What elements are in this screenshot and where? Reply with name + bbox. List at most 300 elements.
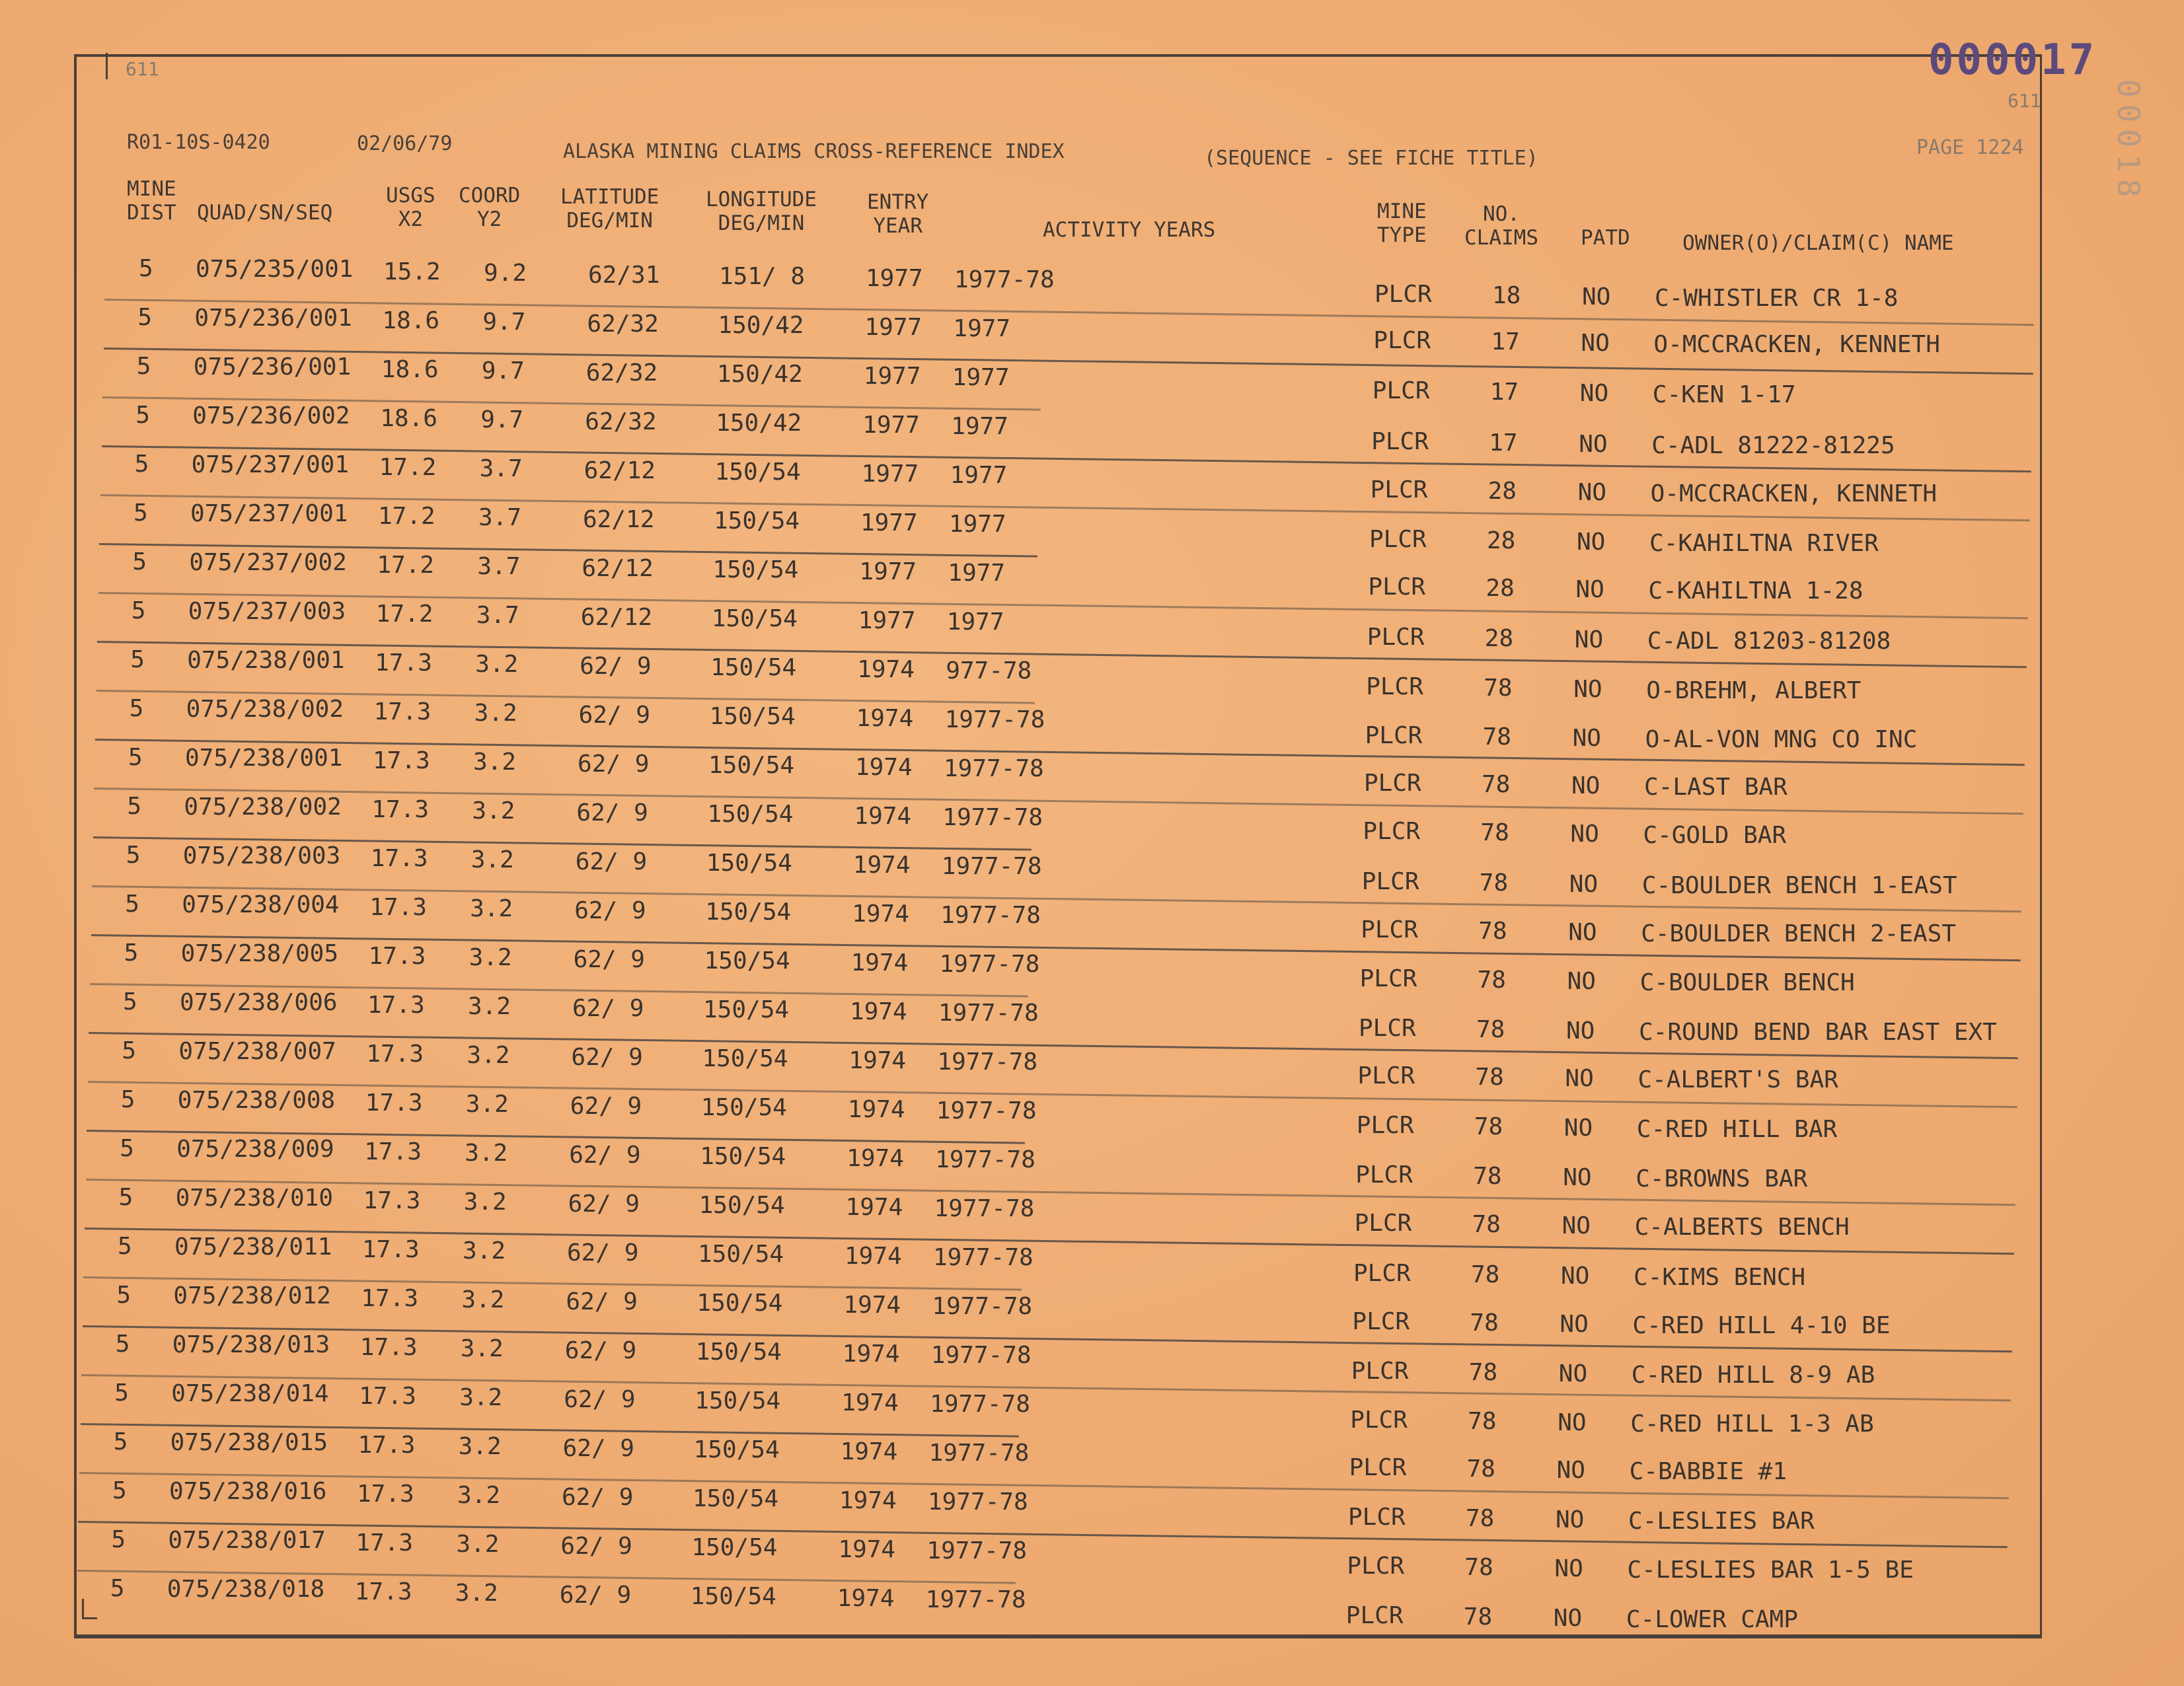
table-row (0, 842, 2184, 899)
row-usgs-x2: 17.3 (362, 1236, 420, 1264)
row-coord-y2: 9.7 (481, 357, 525, 385)
row-owner-claim-name: C-BROWNS BAR (1636, 1165, 1808, 1192)
row-no-claims: 78 (1466, 1455, 1495, 1483)
frame-tick-mark (106, 53, 108, 79)
row-mine-dist: 5 (120, 1086, 135, 1114)
row-longitude: 150/54 (700, 1143, 786, 1171)
row-latitude: 62/ 9 (578, 750, 650, 778)
row-patd: NO (1582, 283, 1611, 311)
row-owner-claim-name: O-MCCRACKEN, KENNETH (1650, 480, 1938, 507)
row-mine-type: PLCR (1371, 427, 1429, 455)
row-activity-years: 1977 (953, 315, 1011, 343)
row-patd: NO (1577, 529, 1606, 556)
row-coord-y2: 3.2 (475, 651, 519, 678)
row-no-claims: 78 (1473, 1163, 1502, 1191)
row-activity-years: 1977-78 (932, 1293, 1033, 1321)
report-id: R01-10S-0420 (127, 131, 270, 154)
col-owner-name: OWNER(O)/CLAIM(C) NAME (1682, 231, 1954, 255)
row-mine-type: PLCR (1369, 525, 1427, 553)
row-coord-y2: 3.2 (474, 700, 517, 727)
row-latitude: 62/32 (585, 408, 657, 435)
row-entry-year: 1974 (854, 803, 912, 830)
row-quad-sn-seq: 075/238/014 (171, 1380, 329, 1408)
row-owner-claim-name: O-MCCRACKEN, KENNETH (1653, 330, 1940, 358)
row-entry-year: 1977 (866, 265, 923, 293)
row-entry-year: 1974 (837, 1585, 895, 1613)
row-mine-dist: 5 (135, 402, 150, 429)
row-mine-type: PLCR (1349, 1453, 1407, 1481)
row-coord-y2: 3.7 (476, 602, 519, 630)
row-quad-sn-seq: 075/238/005 (180, 940, 339, 968)
row-coord-y2: 3.2 (456, 1531, 500, 1558)
col-coord-y2: COORD Y2 (459, 184, 521, 231)
row-coord-y2: 3.2 (470, 895, 513, 923)
row-activity-years: 1977-78 (934, 1195, 1035, 1223)
table-row (0, 988, 2184, 1046)
row-quad-sn-seq: 075/238/015 (170, 1429, 328, 1457)
row-latitude: 62/12 (580, 603, 653, 631)
row-no-claims: 78 (1480, 819, 1509, 847)
row-entry-year: 1977 (860, 509, 918, 537)
row-owner-claim-name: C-BOULDER BENCH (1639, 969, 1855, 996)
row-patd: NO (1554, 1555, 1583, 1583)
row-patd: NO (1579, 380, 1609, 408)
row-mine-type: PLCR (1368, 573, 1426, 601)
row-usgs-x2: 17.3 (357, 1481, 414, 1508)
row-owner-claim-name: C-ROUND BEND BAR EAST EXT (1639, 1018, 1997, 1046)
row-activity-years: 1977-78 (944, 755, 1044, 783)
row-owner-claim-name: C-BABBIE #1 (1629, 1457, 1788, 1485)
row-usgs-x2: 17.3 (373, 698, 432, 726)
fiche-number-right: 611 (2008, 90, 2041, 112)
row-activity-years: 1977-78 (928, 1440, 1030, 1467)
row-owner-claim-name: C-RED HILL 8-9 AB (1631, 1361, 1875, 1389)
row-latitude: 62/ 9 (573, 945, 645, 973)
row-no-claims: 17 (1489, 379, 1519, 406)
row-latitude: 62/32 (587, 310, 659, 338)
row-no-claims: 78 (1484, 675, 1513, 702)
row-no-claims: 78 (1472, 1211, 1501, 1239)
table-row (0, 402, 2184, 459)
col-entry-year: ENTRY YEAR (867, 190, 929, 238)
row-mine-dist: 5 (129, 695, 144, 723)
row-coord-y2: 3.2 (467, 1042, 510, 1070)
row-coord-y2: 3.2 (457, 1482, 501, 1510)
row-activity-years: 1977-78 (930, 1342, 1032, 1370)
row-no-claims: 78 (1464, 1554, 1493, 1582)
row-patd: NO (1563, 1164, 1592, 1192)
row-no-claims: 28 (1487, 478, 1517, 505)
row-quad-sn-seq: 075/238/013 (172, 1331, 330, 1359)
row-entry-year: 1974 (850, 998, 907, 1026)
row-entry-year: 1977 (861, 460, 919, 488)
row-coord-y2: 3.7 (477, 553, 521, 581)
row-patd: NO (1560, 1311, 1589, 1338)
row-owner-claim-name: C-LAST BAR (1644, 773, 1788, 801)
row-coord-y2: 3.2 (472, 797, 515, 825)
row-mine-type: PLCR (1363, 817, 1421, 845)
row-quad-sn-seq: 075/237/001 (191, 451, 350, 479)
row-longitude: 150/54 (711, 605, 798, 633)
row-usgs-x2: 17.3 (366, 1041, 424, 1068)
row-quad-sn-seq: 075/238/018 (167, 1576, 325, 1603)
row-activity-years: 1977-78 (938, 1000, 1039, 1027)
row-usgs-x2: 17.3 (369, 894, 427, 922)
row-usgs-x2: 17.2 (378, 503, 435, 531)
row-quad-sn-seq: 075/236/001 (193, 353, 352, 381)
row-activity-years: 1977-78 (933, 1244, 1034, 1272)
row-mine-dist: 5 (111, 1526, 126, 1554)
row-patd: NO (1558, 1360, 1588, 1388)
row-entry-year: 1974 (857, 656, 915, 684)
row-mine-dist: 5 (123, 988, 137, 1016)
row-no-claims: 78 (1468, 1359, 1498, 1387)
row-coord-y2: 9.2 (484, 260, 527, 287)
row-usgs-x2: 17.3 (359, 1334, 418, 1362)
row-mine-type: PLCR (1361, 916, 1418, 943)
row-no-claims: 17 (1491, 328, 1520, 356)
row-owner-claim-name: C-ADL 81222-81225 (1651, 431, 1895, 459)
row-patd: NO (1581, 330, 1610, 357)
row-mine-type: PLCR (1348, 1503, 1406, 1531)
row-no-claims: 78 (1463, 1603, 1493, 1631)
row-quad-sn-seq: 075/238/003 (182, 842, 341, 870)
row-coord-y2: 3.2 (469, 944, 512, 972)
row-usgs-x2: 17.3 (363, 1187, 421, 1215)
row-entry-year: 1977 (862, 412, 920, 439)
row-quad-sn-seq: 075/236/001 (194, 305, 352, 332)
row-mine-dist: 5 (130, 646, 145, 674)
row-latitude: 62/ 9 (564, 1337, 637, 1364)
row-quad-sn-seq: 075/238/002 (186, 696, 344, 723)
row-usgs-x2: 17.2 (375, 601, 433, 628)
row-no-claims: 78 (1466, 1505, 1495, 1533)
row-entry-year: 1974 (847, 1096, 905, 1124)
row-longitude: 150/54 (707, 801, 794, 828)
row-longitude: 150/54 (714, 458, 801, 486)
row-mine-type: PLCR (1350, 1406, 1408, 1434)
row-entry-year: 1977 (863, 363, 921, 390)
row-latitude: 62/ 9 (569, 1141, 641, 1169)
row-patd: NO (1566, 1017, 1595, 1045)
row-quad-sn-seq: 075/237/003 (188, 598, 346, 626)
row-patd: NO (1575, 576, 1604, 604)
row-quad-sn-seq: 075/238/017 (168, 1527, 326, 1555)
row-no-claims: 28 (1487, 527, 1516, 555)
table-row (0, 255, 2184, 312)
row-mine-dist: 5 (114, 1379, 129, 1407)
row-owner-claim-name: O-AL-VON MNG CO INC (1645, 725, 1918, 753)
row-quad-sn-seq: 075/235/001 (196, 256, 354, 283)
row-no-claims: 78 (1477, 967, 1506, 994)
row-coord-y2: 3.2 (463, 1237, 506, 1265)
row-patd: NO (1556, 1457, 1585, 1484)
row-longitude: 150/54 (697, 1290, 783, 1317)
row-quad-sn-seq: 075/238/004 (182, 891, 340, 919)
col-usgs-x2: USGS X2 (386, 184, 435, 231)
row-latitude: 62/ 9 (562, 1434, 634, 1462)
row-latitude: 62/ 9 (567, 1239, 639, 1266)
row-activity-years: 1977 (950, 462, 1008, 490)
row-activity-years: 1977-78 (937, 1048, 1038, 1076)
table-row (0, 548, 2184, 605)
row-activity-years: 1977-78 (944, 706, 1045, 734)
row-patd: NO (1571, 772, 1600, 800)
row-mine-type: PLCR (1367, 623, 1425, 651)
row-latitude: 62/ 9 (566, 1288, 638, 1315)
row-owner-claim-name: C-ALBERTS BENCH (1634, 1213, 1850, 1241)
row-latitude: 62/ 9 (570, 1092, 642, 1120)
row-usgs-x2: 15.2 (383, 258, 441, 286)
row-latitude: 62/ 9 (580, 652, 652, 680)
row-mine-dist: 5 (131, 597, 146, 625)
row-latitude: 62/ 9 (578, 701, 650, 729)
row-patd: NO (1577, 479, 1606, 507)
row-longitude: 150/54 (702, 1045, 788, 1073)
col-longitude: LONGITUDE DEG/MIN (706, 188, 817, 235)
row-activity-years: 1977-78 (954, 266, 1055, 294)
row-entry-year: 1974 (850, 949, 909, 977)
row-activity-years: 1977 (949, 511, 1006, 538)
row-owner-claim-name: C-KAHILTNA 1-28 (1648, 577, 1864, 605)
row-activity-years: 1977 (952, 364, 1010, 392)
row-owner-claim-name: C-BOULDER BENCH 1-EAST (1641, 871, 1957, 899)
row-no-claims: 78 (1471, 1261, 1500, 1289)
row-patd: NO (1553, 1605, 1583, 1632)
row-no-claims: 78 (1475, 1064, 1504, 1091)
row-quad-sn-seq: 075/238/002 (184, 793, 342, 821)
row-mine-type: PLCR (1347, 1552, 1405, 1580)
row-activity-years: 1977-78 (936, 1097, 1037, 1125)
page-number: PAGE 1224 (1916, 136, 2024, 159)
row-no-claims: 78 (1482, 723, 1511, 751)
row-no-claims: 18 (1492, 282, 1521, 310)
col-latitude: LATITUDE DEG/MIN (560, 185, 659, 233)
row-longitude: 150/54 (693, 1436, 780, 1464)
row-no-claims: 78 (1482, 771, 1511, 799)
row-owner-claim-name: C-KEN 1-17 (1652, 381, 1796, 408)
row-coord-y2: 3.2 (459, 1384, 503, 1412)
row-latitude: 62/ 9 (564, 1385, 636, 1413)
row-entry-year: 1974 (848, 1047, 907, 1075)
row-activity-years: 1977-78 (942, 804, 1043, 832)
row-activity-years: 1977-78 (940, 902, 1041, 930)
row-no-claims: 78 (1478, 918, 1507, 945)
row-activity-years: 1977-78 (928, 1488, 1028, 1516)
row-mine-type: PLCR (1359, 965, 1417, 992)
row-coord-y2: 3.2 (458, 1433, 502, 1461)
row-patd: NO (1565, 1065, 1594, 1093)
row-mine-dist: 5 (127, 793, 142, 821)
row-quad-sn-seq: 075/238/001 (187, 647, 345, 675)
row-mine-type: PLCR (1357, 1062, 1415, 1089)
row-usgs-x2: 17.2 (377, 552, 435, 579)
col-quad: QUAD/SN/SEQ (197, 201, 333, 225)
row-longitude: 150/54 (693, 1485, 779, 1513)
row-longitude: 150/54 (695, 1338, 782, 1366)
row-activity-years: 1977 (951, 413, 1008, 441)
row-patd: NO (1570, 821, 1599, 848)
row-mine-dist: 5 (124, 939, 139, 967)
row-mine-dist: 5 (110, 1575, 125, 1603)
row-entry-year: 1974 (847, 1145, 904, 1173)
row-usgs-x2: 17.3 (368, 943, 426, 971)
row-usgs-x2: 17.3 (356, 1529, 414, 1557)
row-owner-claim-name: C-LOWER CAMP (1626, 1605, 1798, 1633)
row-owner-claim-name: C-LESLIES BAR (1628, 1507, 1815, 1535)
row-owner-claim-name: C-ADL 81203-81208 (1647, 627, 1891, 655)
row-mine-type: PLCR (1353, 1259, 1411, 1287)
row-no-claims: 78 (1474, 1113, 1503, 1141)
row-latitude: 62/12 (583, 505, 655, 533)
row-latitude: 62/ 9 (559, 1581, 632, 1609)
row-mine-type: PLCR (1370, 476, 1428, 503)
row-activity-years: 1977-78 (926, 1537, 1028, 1565)
row-mine-dist: 5 (136, 353, 151, 381)
fiche-number: 611 (126, 58, 159, 80)
row-owner-claim-name: C-ALBERT'S BAR (1638, 1066, 1838, 1093)
row-entry-year: 1974 (845, 1194, 903, 1222)
col-patd: PATD (1581, 226, 1630, 250)
row-activity-years: 1977-78 (941, 853, 1042, 881)
row-mine-type: PLCR (1365, 721, 1423, 749)
report-subtitle: (SEQUENCE - SEE FICHE TITLE) (1204, 147, 1538, 170)
row-longitude: 150/54 (691, 1534, 778, 1562)
row-coord-y2: 3.2 (460, 1335, 504, 1363)
row-patd: NO (1558, 1409, 1587, 1437)
row-quad-sn-seq: 075/236/002 (192, 402, 350, 430)
row-no-claims: 28 (1484, 625, 1514, 653)
row-quad-sn-seq: 075/238/011 (174, 1233, 332, 1261)
row-patd: NO (1579, 431, 1608, 458)
row-usgs-x2: 17.3 (364, 1138, 422, 1166)
row-coord-y2: 3.2 (463, 1189, 507, 1216)
row-usgs-x2: 17.3 (361, 1285, 419, 1313)
row-mine-type: PLCR (1372, 377, 1430, 404)
row-owner-claim-name: C-GOLD BAR (1643, 821, 1787, 849)
row-owner-claim-name: C-BOULDER BENCH 2-EAST (1641, 920, 1957, 947)
row-patd: NO (1567, 968, 1596, 996)
col-mine-type: MINE TYPE (1377, 200, 1427, 247)
row-mine-type: PLCR (1345, 1601, 1404, 1629)
row-mine-dist: 5 (120, 1135, 134, 1163)
row-usgs-x2: 17.2 (379, 454, 437, 482)
row-coord-y2: 3.7 (479, 455, 523, 483)
row-entry-year: 1974 (841, 1389, 899, 1417)
row-activity-years: 1977 (948, 560, 1006, 587)
table-row (0, 1575, 2184, 1633)
row-usgs-x2: 17.3 (375, 649, 432, 677)
row-mine-dist: 5 (133, 499, 148, 527)
row-latitude: 62/ 9 (575, 848, 648, 875)
row-longitude: 150/54 (690, 1583, 776, 1611)
row-no-claims: 78 (1470, 1309, 1499, 1337)
row-entry-year: 1974 (845, 1243, 902, 1270)
page-stamp: 000017 (1928, 36, 2097, 85)
row-patd: NO (1568, 919, 1597, 947)
row-mine-type: PLCR (1364, 769, 1421, 797)
row-mine-type: PLCR (1366, 673, 1423, 700)
row-owner-claim-name: C-LESLIES BAR 1-5 BE (1627, 1556, 1914, 1584)
row-mine-dist: 5 (122, 1037, 137, 1065)
row-latitude: 62/ 9 (560, 1532, 632, 1560)
row-usgs-x2: 17.3 (354, 1578, 412, 1606)
row-quad-sn-seq: 075/237/001 (190, 500, 348, 528)
row-activity-years: 977-78 (946, 657, 1032, 685)
row-mine-dist: 5 (116, 1282, 132, 1309)
row-coord-y2: 9.7 (480, 406, 524, 434)
row-mine-dist: 5 (125, 891, 139, 918)
row-latitude: 62/31 (588, 261, 660, 289)
row-mine-dist: 5 (113, 1428, 128, 1456)
row-longitude: 150/54 (700, 1094, 787, 1122)
row-entry-year: 1974 (838, 1536, 896, 1564)
row-longitude: 150/54 (706, 850, 792, 877)
row-longitude: 150/54 (705, 898, 792, 926)
row-owner-claim-name: C-WHISTLER CR 1-8 (1655, 284, 1899, 312)
row-patd: NO (1561, 1263, 1590, 1290)
row-entry-year: 1977 (858, 607, 916, 635)
row-activity-years: 1977-78 (930, 1391, 1030, 1418)
row-coord-y2: 3.2 (455, 1580, 498, 1607)
row-mine-type: PLCR (1374, 280, 1432, 308)
row-quad-sn-seq: 075/238/008 (177, 1087, 336, 1115)
row-coord-y2: 3.2 (465, 1140, 508, 1167)
row-coord-y2: 9.7 (482, 309, 526, 336)
row-mine-type: PLCR (1356, 1111, 1414, 1139)
row-patd: NO (1563, 1115, 1593, 1142)
row-no-claims: 78 (1476, 1016, 1505, 1044)
row-mine-dist: 5 (126, 842, 141, 869)
row-latitude: 62/ 9 (576, 799, 648, 826)
row-mine-dist: 5 (137, 304, 153, 332)
row-mine-type: PLCR (1361, 867, 1419, 895)
row-latitude: 62/ 9 (568, 1190, 640, 1218)
row-owner-claim-name: C-KIMS BENCH (1634, 1263, 1806, 1291)
row-mine-type: PLCR (1359, 1014, 1416, 1042)
row-usgs-x2: 17.3 (373, 747, 430, 775)
row-owner-claim-name: C-RED HILL 1-3 AB (1630, 1410, 1874, 1438)
row-patd: NO (1569, 871, 1599, 898)
row-entry-year: 1974 (856, 705, 914, 733)
row-latitude: 62/12 (584, 457, 656, 484)
row-mine-type: PLCR (1352, 1307, 1410, 1335)
row-quad-sn-seq: 075/238/016 (169, 1478, 327, 1506)
row-quad-sn-seq: 075/238/001 (185, 745, 343, 772)
row-activity-years: 1977-78 (925, 1586, 1026, 1614)
row-quad-sn-seq: 075/238/009 (176, 1136, 334, 1163)
row-activity-years: 1977-78 (939, 951, 1040, 978)
row-no-claims: 78 (1468, 1408, 1497, 1436)
row-latitude: 62/32 (585, 359, 658, 386)
table-row (0, 695, 2184, 753)
row-owner-claim-name: O-BREHM, ALBERT (1646, 677, 1862, 704)
table-row (0, 1135, 2184, 1192)
row-usgs-x2: 18.6 (382, 307, 440, 335)
report-date: 02/06/79 (357, 132, 453, 155)
row-patd: NO (1562, 1212, 1591, 1240)
row-owner-claim-name: C-RED HILL 4-10 BE (1632, 1311, 1891, 1339)
row-longitude: 150/42 (716, 410, 802, 437)
row-quad-sn-seq: 075/238/010 (175, 1185, 334, 1212)
row-mine-dist: 5 (115, 1331, 130, 1358)
row-usgs-x2: 17.3 (370, 845, 428, 873)
row-longitude: 150/54 (698, 1192, 785, 1220)
row-mine-type: PLCR (1355, 1161, 1413, 1189)
row-longitude: 150/54 (698, 1241, 784, 1268)
row-entry-year: 1974 (855, 754, 913, 782)
row-usgs-x2: 17.3 (365, 1089, 423, 1117)
